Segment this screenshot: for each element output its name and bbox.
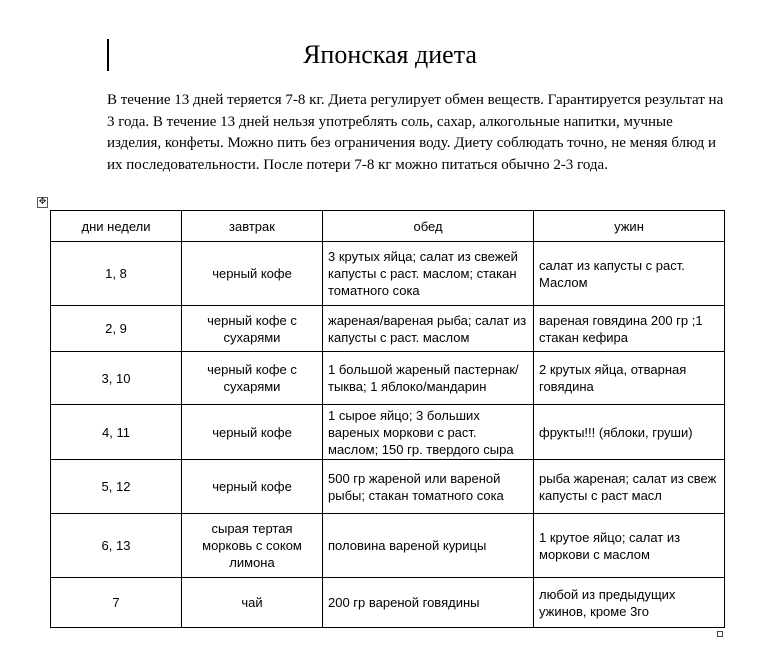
cell-days: 6, 13 — [51, 514, 182, 578]
cell-lunch: половина вареной курицы — [323, 514, 534, 578]
table-row — [51, 578, 725, 628]
table-row — [51, 352, 725, 405]
table-move-handle-icon[interactable]: ✥ — [38, 197, 47, 207]
cell-lunch: 500 гр жареной или вареной рыбы; стакан томатного сока — [323, 460, 534, 514]
cell-lunch: 200 гр вареной говядины — [323, 578, 534, 628]
cell-dinner: фрукты!!! (яблоки, груши) — [534, 405, 725, 460]
header-breakfast: завтрак — [182, 211, 323, 242]
cell-lunch: жареная/вареная рыба; салат из капусты с раст. маслом — [323, 306, 534, 352]
cell-lunch: 3 крутых яйца; салат из свежей капусты с раст. маслом; стакан томатного сока — [323, 242, 534, 306]
cell-dinner: вареная говядина 200 гр ;1 стакан кефира — [534, 306, 725, 352]
cell-lunch: 1 сырое яйцо; 3 больших вареных моркови с раст. маслом; 150 гр. твердого сыра — [323, 405, 534, 460]
cell-breakfast: черный кофе — [182, 460, 323, 514]
cell-dinner: любой из предыдущих ужинов, кроме 3го — [534, 578, 725, 628]
header-days: дни недели — [51, 211, 182, 242]
cell-breakfast: черный кофе с сухарями — [182, 352, 323, 405]
cell-lunch: 1 большой жареный пастернак/тыква; 1 яблоко/мандарин — [323, 352, 534, 405]
cell-days: 4, 11 — [51, 405, 182, 460]
cell-breakfast: сырая тертая морковь с соком лимона — [182, 514, 323, 578]
table-row — [51, 242, 725, 306]
cell-breakfast: черный кофе — [182, 242, 323, 306]
cell-dinner: рыба жареная; салат из свеж капусты с раст масл — [534, 460, 725, 514]
table-header-row — [51, 211, 725, 242]
document-title: Японская диета — [303, 40, 477, 69]
table-row — [51, 405, 725, 460]
intro-paragraph: В течение 13 дней теряется 7-8 кг. Диета регулирует обмен веществ. Гарантируется результат на 3 года. В течение 13 дней нельзя употреблять соль, сахар, алкогольные напитки, мучные изделия, конфеты. Можно пить без ограничения воду. Диету соблюдать точно, не меняя блюд и их последовательности. После потери 7-8 кг можно питаться обычно 2-3 года. — [107, 92, 724, 173]
cell-breakfast: черный кофе — [182, 405, 323, 460]
cell-breakfast: черный кофе с сухарями — [182, 306, 323, 352]
table-resize-handle[interactable] — [717, 631, 723, 637]
cell-days: 2, 9 — [51, 306, 182, 352]
header-dinner: ужин — [534, 211, 725, 242]
table-row — [51, 460, 725, 514]
diet-table — [50, 210, 725, 628]
cell-days: 7 — [51, 578, 182, 628]
table-row — [51, 514, 725, 578]
cell-dinner: салат из капусты с раст. Маслом — [534, 242, 725, 306]
cell-dinner: 2 крутых яйца, отварная говядина — [534, 352, 725, 405]
header-lunch: обед — [323, 211, 534, 242]
cell-days: 1, 8 — [51, 242, 182, 306]
cell-days: 3, 10 — [51, 352, 182, 405]
cell-breakfast: чай — [182, 578, 323, 628]
cell-dinner: 1 крутое яйцо; салат из моркови с маслом — [534, 514, 725, 578]
cell-days: 5, 12 — [51, 460, 182, 514]
table-row — [51, 306, 725, 352]
